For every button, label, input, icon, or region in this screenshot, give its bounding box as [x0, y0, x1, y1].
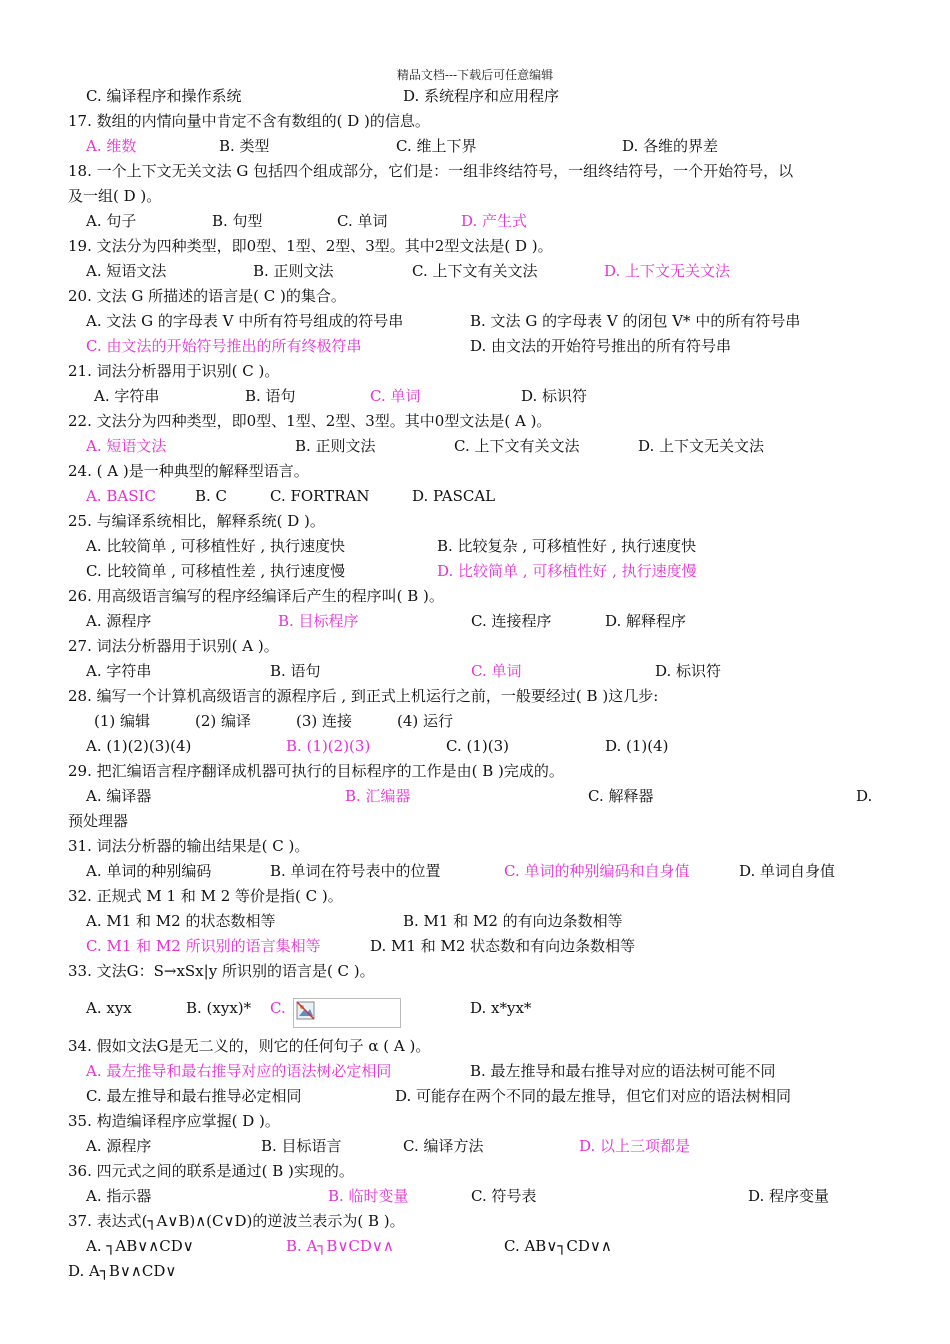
- answer-option: B. 正则文法: [253, 262, 334, 280]
- answer-option: D. x*yx*: [470, 999, 532, 1017]
- answer-option: B. 句型: [212, 212, 263, 230]
- answer-option: D. 程序变量: [748, 1187, 830, 1205]
- page-header: 精品文档---下载后可任意编辑: [396, 68, 554, 82]
- broken-image-icon: [296, 1001, 316, 1021]
- answer-option: C. (1)(3): [446, 737, 509, 755]
- answer-option: C. 编译程序和操作系统: [86, 87, 242, 105]
- answer-option: A. (1)(2)(3)(4): [86, 737, 192, 755]
- answer-option: D. (1)(4): [605, 737, 669, 755]
- answer-option: D. M1 和 M2 状态数和有向边条数相等: [370, 937, 636, 955]
- answer-option-correct: B. 汇编器: [345, 787, 411, 805]
- question-text: 17. 数组的内情向量中肯定不含有数组的( D )的信息。: [68, 112, 430, 130]
- answer-option-correct: C. 单词的种别编码和自身值: [504, 862, 690, 880]
- question-text: 35. 构造编译程序应掌握( D )。: [68, 1112, 280, 1130]
- answer-option-correct: A. 最左推导和最右推导对应的语法树必定相同: [86, 1062, 392, 1080]
- question-text: 24. ( A )是一种典型的解释型语言。: [68, 462, 309, 480]
- question-text: 33. 文法G：S→xSx|y 所识别的语言是( C )。: [68, 962, 375, 980]
- answer-option: B. 单词在符号表中的位置: [270, 862, 441, 880]
- answer-option: C. AB∨┐CD∨∧: [504, 1237, 612, 1255]
- answer-option-correct: B. 临时变量: [328, 1187, 409, 1205]
- answer-option: D. 上下文无关文法: [638, 437, 765, 455]
- question-text: 27. 词法分析器用于识别( A )。: [68, 637, 279, 655]
- answer-option-correct: B. 目标程序: [278, 612, 359, 630]
- question-text: 36. 四元式之间的联系是通过( B )实现的。: [68, 1162, 354, 1180]
- answer-option: C. 符号表: [471, 1187, 537, 1205]
- answer-option-correct: C. M1 和 M2 所识别的语言集相等: [86, 937, 321, 955]
- answer-option: B. 正则文法: [295, 437, 376, 455]
- answer-option-correct: B. (1)(2)(3): [286, 737, 371, 755]
- answer-option-correct: A. 维数: [86, 137, 137, 155]
- answer-option: B. C: [195, 487, 228, 505]
- answer-option: B. 语句: [245, 387, 296, 405]
- answer-option: A. 源程序: [86, 612, 152, 630]
- answer-option: A. ┐AB∨∧CD∨: [86, 1237, 194, 1255]
- answer-option-correct: C. 由文法的开始符号推出的所有终极符串: [86, 337, 362, 355]
- answer-option: B. (xyx)*: [186, 999, 252, 1017]
- question-text: 22. 文法分为四种类型，即0型、1型、2型、3型。其中0型文法是( A )。: [68, 412, 552, 430]
- question-text: 29. 把汇编语言程序翻译成机器可执行的目标程序的工作是由( B )完成的。: [68, 762, 564, 780]
- question-text: 20. 文法 G 所描述的语言是( C )的集合。: [68, 287, 346, 305]
- answer-option: C. 上下文有关文法: [454, 437, 580, 455]
- answer-option: D. 由文法的开始符号推出的所有符号串: [470, 337, 732, 355]
- answer-option: D. 解释程序: [605, 612, 687, 630]
- answer-option-correct: B. A┐B∨CD∨∧: [286, 1237, 394, 1255]
- answer-option: D. 各维的界差: [622, 137, 719, 155]
- question-text: 26. 用高级语言编写的程序经编译后产生的程序叫( B )。: [68, 587, 444, 605]
- answer-option: A. xyx: [86, 999, 132, 1017]
- answer-option: D. 系统程序和应用程序: [403, 87, 560, 105]
- answer-option: B. M1 和 M2 的有向边条数相等: [403, 912, 623, 930]
- answer-option: C. 解释器: [588, 787, 654, 805]
- answer-option: (4) 运行: [397, 712, 454, 730]
- answer-option: A. M1 和 M2 的状态数相等: [86, 912, 276, 930]
- question-text: 18. 一个上下文无关文法 G 包括四个组成部分，它们是：一组非终结符号，一组终结符号，一个开始符号，以: [68, 162, 794, 180]
- answer-option-correct: D. 比较简单 , 可移植性好 , 执行速度慢: [437, 562, 697, 580]
- answer-option-correct: A. 短语文法: [86, 437, 167, 455]
- answer-option: B. 类型: [219, 137, 270, 155]
- answer-option: D. 可能存在两个不同的最左推导，但它们对应的语法树相同: [395, 1087, 792, 1105]
- answer-option: A. 单词的种别编码: [86, 862, 212, 880]
- question-text: 31. 词法分析器的输出结果是( C )。: [68, 837, 310, 855]
- answer-option: C. FORTRAN: [270, 487, 370, 505]
- question-text: 37. 表达式(┐A∨B)∧(C∨D)的逆波兰表示为( B )。: [68, 1212, 405, 1230]
- answer-option: A. 指示器: [86, 1187, 152, 1205]
- answer-option-correct: C. 单词: [471, 662, 522, 680]
- answer-option: (1) 编辑: [94, 712, 151, 730]
- question-text: D. A┐B∨∧CD∨: [68, 1262, 177, 1280]
- answer-option: A. 字符串: [94, 387, 160, 405]
- question-text: 34. 假如文法G是无二义的，则它的任何句子 α ( A )。: [68, 1037, 431, 1055]
- question-text: 28. 编写一个计算机高级语言的源程序后 , 到正式上机运行之前，一般要经过( B )这几步:: [68, 687, 659, 705]
- answer-option: A. 句子: [86, 212, 137, 230]
- answer-option: D. 单词自身值: [739, 862, 836, 880]
- answer-option: A. 比较简单 , 可移植性好 , 执行速度快: [86, 537, 345, 555]
- answer-option: D. 标识符: [655, 662, 722, 680]
- answer-option: C. 单词: [337, 212, 388, 230]
- answer-option: A. 编译器: [86, 787, 152, 805]
- answer-option: C. 最左推导和最右推导必定相同: [86, 1087, 302, 1105]
- answer-option: (3) 连接: [296, 712, 353, 730]
- answer-option: D. PASCAL: [412, 487, 496, 505]
- answer-option: A. 短语文法: [86, 262, 167, 280]
- answer-option: B. 语句: [270, 662, 321, 680]
- answer-option: C. 连接程序: [471, 612, 552, 630]
- answer-option: C. 维上下界: [396, 137, 477, 155]
- answer-option: C. 上下文有关文法: [412, 262, 538, 280]
- answer-option: (2) 编译: [195, 712, 252, 730]
- question-text: 19. 文法分为四种类型，即0型、1型、2型、3型。其中2型文法是( D )。: [68, 237, 553, 255]
- question-text: 25. 与编译系统相比，解释系统( D )。: [68, 512, 325, 530]
- question-text: 32. 正规式 M 1 和 M 2 等价是指( C )。: [68, 887, 343, 905]
- answer-option-correct: A. BASIC: [86, 487, 156, 505]
- question-text: 预处理器: [68, 812, 129, 830]
- answer-option: B. 文法 G 的字母表 V 的闭包 V* 中的所有符号串: [470, 312, 801, 330]
- answer-option: D.: [856, 787, 873, 805]
- answer-option-correct: C.: [270, 999, 286, 1017]
- answer-option-correct: D. 产生式: [461, 212, 528, 230]
- answer-option: B. 最左推导和最右推导对应的语法树可能不同: [470, 1062, 776, 1080]
- answer-option: A. 源程序: [86, 1137, 152, 1155]
- answer-option-correct: D. 上下文无关文法: [604, 262, 731, 280]
- answer-option: B. 比较复杂 , 可移植性好 , 执行速度快: [437, 537, 697, 555]
- answer-option: D. 标识符: [521, 387, 588, 405]
- answer-option: A. 字符串: [86, 662, 152, 680]
- answer-option: C. 比较简单 , 可移植性差 , 执行速度慢: [86, 562, 346, 580]
- answer-option: B. 目标语言: [261, 1137, 342, 1155]
- question-text: 21. 词法分析器用于识别( C )。: [68, 362, 280, 380]
- answer-option-correct: C. 单词: [370, 387, 421, 405]
- answer-option-correct: D. 以上三项都是: [579, 1137, 691, 1155]
- answer-option: A. 文法 G 的字母表 V 中所有符号组成的符号串: [86, 312, 404, 330]
- broken-image-placeholder: [293, 998, 401, 1028]
- answer-option: C. 编译方法: [403, 1137, 484, 1155]
- question-text: 及一组( D )。: [68, 187, 162, 205]
